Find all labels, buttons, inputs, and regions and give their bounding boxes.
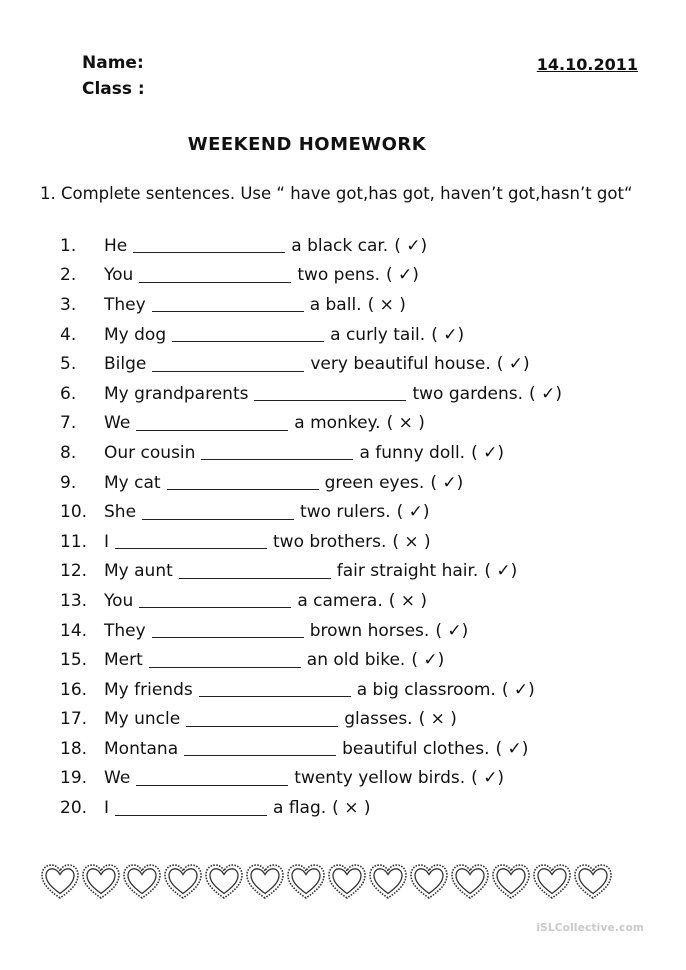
item-number: 15. [60,650,88,671]
answer-blank[interactable] [152,623,304,638]
exercise-item [60,261,562,291]
item-number: 14. [60,620,88,641]
exercise-item [60,468,562,498]
item-ending: brown horses. [309,620,430,641]
exercise-item [60,734,562,764]
item-number: 13. [60,590,88,611]
exercise-item [60,409,562,439]
exercise-item [60,379,562,409]
item-mark: ( ✓) [394,235,428,256]
answer-blank[interactable] [167,475,319,490]
item-subject: My aunt [104,561,173,582]
item-subject: Mert [104,650,143,671]
item-ending: beautiful clothes. [342,738,490,759]
answer-blank[interactable] [179,564,331,579]
exercise-list [60,231,562,823]
item-mark: ( × ) [367,294,406,315]
answer-blank[interactable] [186,712,338,727]
item-number: 8. [60,442,77,463]
answer-blank[interactable] [184,741,336,756]
item-mark: ( ✓) [529,383,562,404]
heart-icon [245,862,285,902]
item-mark: ( ✓) [435,620,469,641]
item-subject: She [104,502,137,523]
item-number: 6. [60,383,77,404]
exercise-item [60,616,562,646]
item-mark: ( ✓) [495,738,529,759]
worksheet-title: WEEKEND HOMEWORK [187,134,427,155]
item-ending: two brothers. [273,531,387,552]
item-subject: I [104,798,110,819]
heart-icon [204,862,244,902]
item-number: 3. [60,294,77,315]
item-ending: two rulers. [300,502,391,523]
item-ending: glasses. [344,709,413,730]
item-subject: We [104,413,131,434]
answer-blank[interactable] [142,505,294,520]
item-ending: very beautiful house. [310,354,491,375]
item-mark: ( × ) [388,590,428,611]
heart-icon [532,862,572,902]
heart-icon [163,862,203,902]
item-subject: They [104,620,146,641]
heart-border [40,862,613,902]
exercise-item [60,349,562,379]
name-label: Name: [82,53,144,73]
item-number: 20. [60,798,88,819]
item-subject: We [104,768,131,789]
exercise-item [60,764,562,794]
item-subject: Our cousin [104,442,196,463]
item-subject: Montana [104,738,179,759]
item-mark: ( ✓) [411,650,445,671]
heart-icon [368,862,408,902]
answer-blank[interactable] [172,327,324,342]
item-ending: a black car. [291,235,389,256]
exercise-item [60,675,562,705]
exercise-item [60,290,562,320]
item-mark: ( ✓) [484,561,518,582]
item-subject: You [104,265,134,286]
item-mark: ( ✓) [430,472,464,493]
exercise-item [60,793,562,823]
item-subject: I [104,531,110,552]
exercise-item [60,231,562,261]
item-number: 17. [60,709,88,730]
exercise-item [60,557,562,587]
item-subject: He [104,235,128,256]
item-subject: My grandparents [104,383,249,404]
item-subject: You [104,590,134,611]
answer-blank[interactable] [139,268,291,283]
heart-icon [327,862,367,902]
heart-icon [491,862,531,902]
answer-blank[interactable] [254,386,406,401]
item-number: 7. [60,413,77,434]
item-number: 11. [60,531,88,552]
heart-icon [450,862,490,902]
item-subject: They [104,294,146,315]
answer-blank[interactable] [139,593,291,608]
heart-icon [81,862,121,902]
answer-blank[interactable] [136,771,288,786]
item-ending: a curly tail. [330,324,426,345]
exercise-item [60,438,562,468]
item-ending: a big classroom. [356,679,496,700]
item-number: 10. [60,502,88,523]
answer-blank[interactable] [133,238,285,253]
item-ending: a flag. [273,798,327,819]
answer-blank[interactable] [136,416,288,431]
answer-blank[interactable] [152,297,304,312]
exercise-item [60,586,562,616]
item-subject: My cat [104,472,161,493]
watermark: iSLCollective.com [536,922,644,934]
heart-icon [409,862,449,902]
item-mark: ( ✓) [471,442,504,463]
item-mark: ( × ) [332,798,371,819]
item-mark: ( ✓) [396,502,430,523]
heart-icon [122,862,162,902]
item-subject: My dog [104,324,167,345]
item-ending: a funny doll. [359,442,466,463]
item-ending: an old bike. [306,650,406,671]
item-ending: two pens. [297,265,380,286]
item-subject: My uncle [104,709,181,730]
exercise-item [60,320,562,350]
class-label: Class : [82,79,145,99]
item-mark: ( × ) [392,531,431,552]
heart-icon [573,862,613,902]
instruction-text: 1. Complete sentences. Use “ have got,has got, haven’t got,hasn’t got“ [40,184,633,203]
date-label: 14.10.2011 [536,55,638,74]
item-ending: two gardens. [412,383,524,404]
item-number: 9. [60,472,77,493]
exercise-item [60,527,562,557]
heart-icon [286,862,326,902]
item-subject: My friends [104,679,193,700]
item-ending: a ball. [309,294,362,315]
item-number: 19. [60,768,88,789]
item-number: 5. [60,354,77,375]
item-number: 18. [60,738,88,759]
item-mark: ( ✓) [431,324,465,345]
item-number: 2. [60,265,77,286]
answer-blank[interactable] [115,534,267,549]
item-mark: ( ✓) [501,679,535,700]
item-number: 4. [60,324,77,345]
item-mark: ( ✓) [471,768,505,789]
item-mark: ( × ) [386,413,425,434]
answer-blank[interactable] [149,653,301,668]
exercise-item [60,705,562,735]
item-mark: ( ✓) [385,265,419,286]
answer-blank[interactable] [199,682,351,697]
item-ending: fair straight hair. [336,561,479,582]
exercise-item [60,497,562,527]
item-ending: green eyes. [324,472,425,493]
answer-blank[interactable] [201,445,353,460]
answer-blank[interactable] [152,357,304,372]
answer-blank[interactable] [115,801,267,816]
item-subject: Bilge [104,354,147,375]
item-ending: a camera. [297,590,383,611]
heart-icon [40,862,80,902]
item-number: 12. [60,561,88,582]
item-ending: twenty yellow birds. [294,768,466,789]
item-number: 1. [60,235,77,256]
item-ending: a monkey. [294,413,381,434]
item-mark: ( × ) [418,709,457,730]
item-mark: ( ✓) [496,354,530,375]
exercise-item [60,645,562,675]
item-number: 16. [60,679,88,700]
